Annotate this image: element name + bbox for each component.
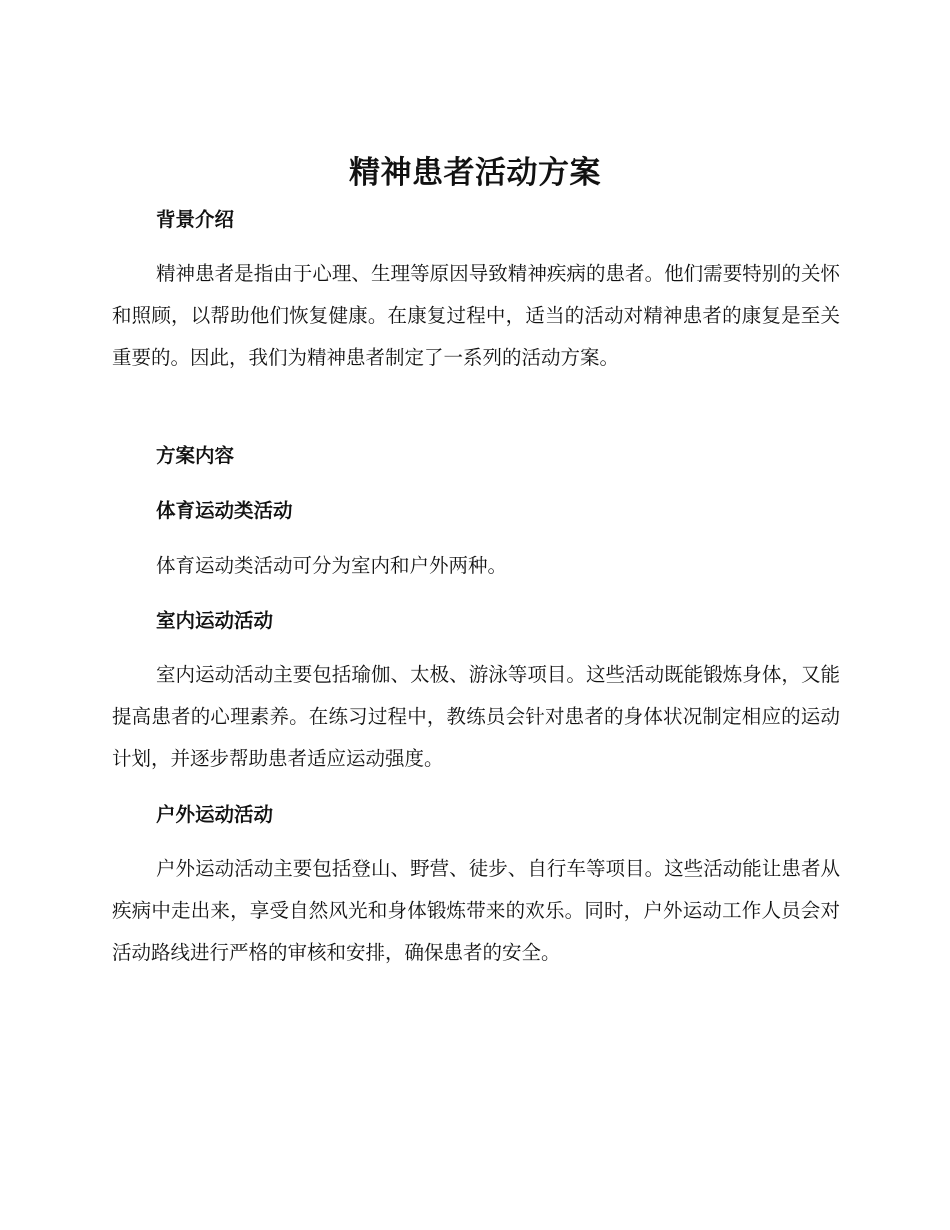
heading-plan-content: 方案内容 xyxy=(156,444,235,467)
heading-sports-activities: 体育运动类活动 xyxy=(156,499,293,522)
paragraph-background: 精神患者是指由于心理、生理等原因导致精神疾病的患者。他们需要特别的关怀和照顾，以帮助他们恢复健康。在康复过程中，适当的活动对精神患者的康复是至关重要的。因此，我们为精神患者制定了一系列的活动方案。 xyxy=(112,262,840,369)
paragraph-indoor-activities: 室内运动活动主要包括瑜伽、太极、游泳等项目。这些活动既能锻炼身体，又能提高患者的心理素养。在练习过程中，教练员会针对患者的身体状况制定相应的运动计划，并逐步帮助患者适应运动强度。 xyxy=(112,663,840,770)
paragraph-outdoor-activities: 户外运动活动主要包括登山、野营、徒步、自行车等项目。这些活动能让患者从疾病中走出来，享受自然风光和身体锻炼带来的欢乐。同时，户外运动工作人员会对活动路线进行严格的审核和安排，确保患者的安全。 xyxy=(112,857,840,964)
document-title: 精神患者活动方案 xyxy=(349,155,601,191)
heading-indoor-activities: 室内运动活动 xyxy=(156,609,274,632)
heading-outdoor-activities: 户外运动活动 xyxy=(156,803,274,826)
heading-background: 背景介绍 xyxy=(156,208,235,231)
paragraph-sports-activities: 体育运动类活动可分为室内和户外两种。 xyxy=(156,554,508,577)
